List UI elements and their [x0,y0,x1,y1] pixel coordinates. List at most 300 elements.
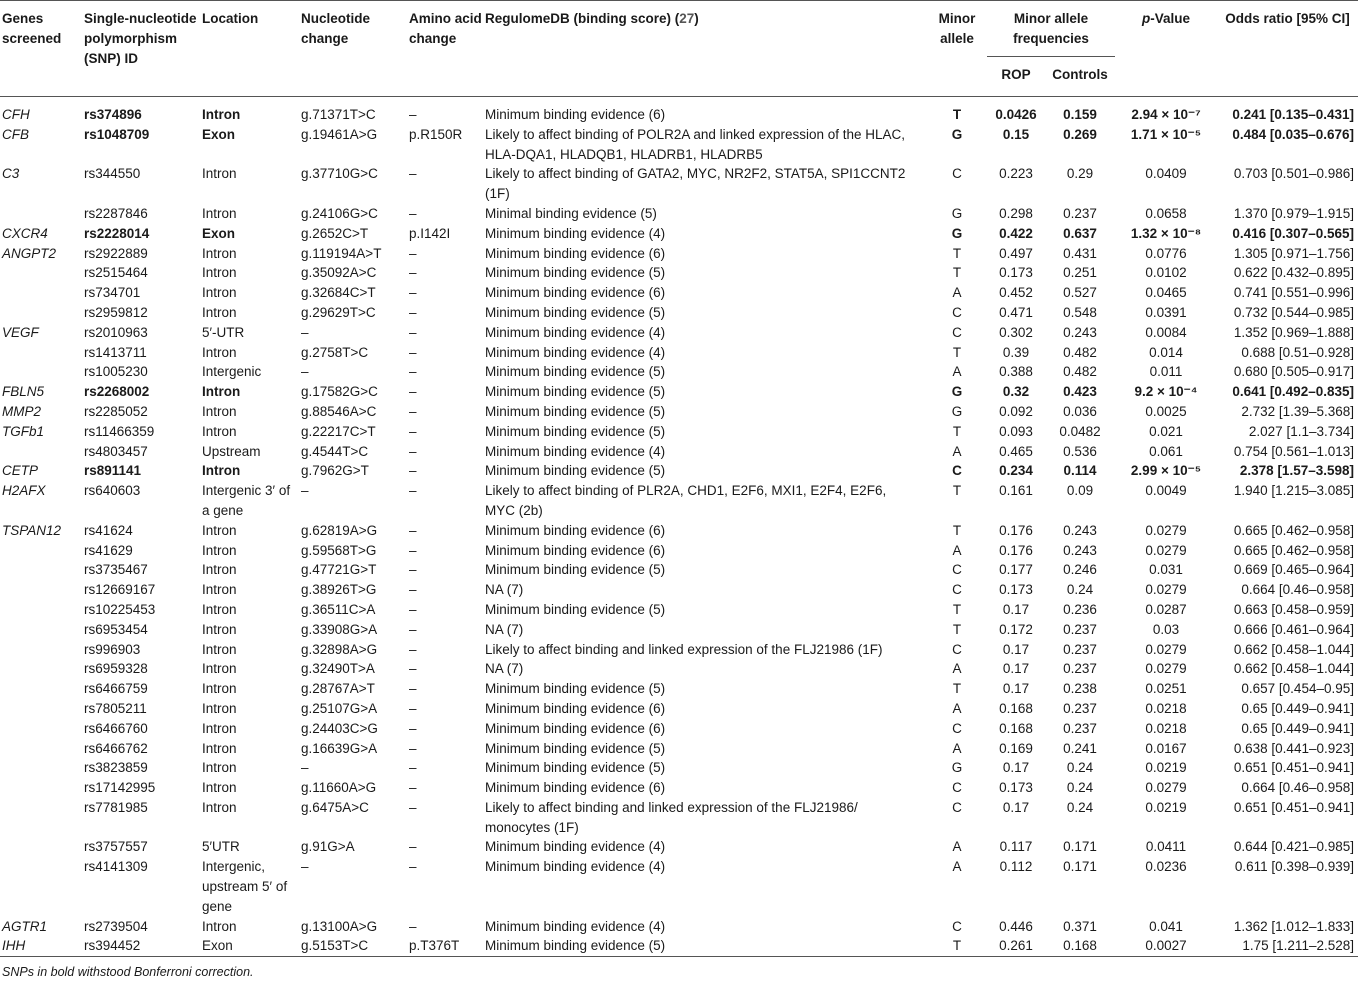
odds-ratio-cell: 0.662 [0.458–1.044] [1233,661,1354,677]
gene-cell: IHH [2,938,26,954]
header-regulomedb [485,1,927,97]
controls-frequency-cell: 0.159 [1063,107,1097,122]
location-cell: Intron [202,661,237,677]
amino-acid-change-cell: – [409,641,417,657]
controls-frequency-cell: 0.243 [1063,522,1097,538]
minor-allele-cell: T [952,245,962,261]
odds-ratio-cell: 0.611 [0.398–0.939] [1234,859,1354,875]
controls-frequency-cell: 0.237 [1063,641,1097,657]
location-cell: 5′-UTR [202,324,245,340]
rop-frequency-cell: 0.161 [999,483,1033,499]
p-value-cell: 0.0025 [1145,403,1187,419]
amino-acid-change-cell: – [409,542,417,558]
controls-frequency-cell: 0.536 [1063,443,1097,459]
gene-cell [0,758,84,778]
amino-acid-change-cell: – [409,681,417,697]
p-value-cell: 0.0776 [1145,245,1187,261]
snp-id-cell: rs2268002 [84,384,150,400]
controls-frequency-cell: 0.237 [1063,700,1097,716]
amino-acid-change-cell: – [409,601,417,617]
nucleotide-change-cell: g.33908G>A [301,621,378,637]
table-row [0,362,1358,382]
location-cell: Intron [202,285,237,301]
snp-id-cell: rs2959812 [84,304,148,320]
snp-id-cell: rs891141 [84,463,142,479]
table-row [0,620,1358,640]
table-row [0,679,1358,699]
amino-acid-change-cell: – [409,107,417,122]
snp-id-cell: rs6466762 [84,740,148,756]
snp-id-cell: rs1413711 [84,344,147,360]
rop-frequency-cell: 0.302 [999,324,1033,340]
regulomedb-cell: Minimum binding evidence (5) [485,740,666,756]
snp-id-cell: rs41629 [84,542,133,558]
table-row [0,263,1358,283]
odds-ratio-cell: 0.666 [0.461–0.964] [1233,621,1354,637]
nucleotide-change-cell: g.59568T>G [301,542,377,558]
p-value-cell: 0.0218 [1145,720,1187,736]
gene-cell: CFB [2,126,29,142]
amino-acid-change-cell: – [409,324,417,340]
snp-id-cell: rs2922889 [84,245,148,261]
rop-frequency-cell: 0.168 [999,700,1033,716]
location-cell: Intron [202,918,237,934]
p-value-cell: 0.021 [1149,423,1183,439]
snp-id-cell: rs1005230 [84,364,148,380]
gene-cell [0,778,84,798]
p-value-cell: 0.0279 [1145,641,1187,657]
amino-acid-change-cell: – [409,364,417,380]
controls-frequency-cell: 0.036 [1063,403,1097,419]
p-value-cell: 0.041 [1149,918,1183,934]
regulomedb-cell: Minimum binding evidence (4) [485,324,666,340]
location-cell: Intron [202,522,237,538]
table-row [0,461,1358,481]
table-row [0,798,1358,838]
snp-id-cell: rs3757557 [84,839,148,855]
odds-ratio-cell: 0.741 [0.551–0.996] [1233,285,1354,301]
table-row [0,857,1358,916]
minor-allele-cell: G [951,205,963,221]
nucleotide-change-cell: g.119194A>T [301,245,382,261]
odds-ratio-cell: 2.732 [1.39–5.368] [1241,403,1354,419]
odds-ratio-cell: 0.416 [0.307–0.565] [1232,225,1354,241]
gene-cell: VEGF [2,324,39,340]
table-row [0,837,1358,857]
gene-cell: TSPAN12 [2,522,62,538]
rop-frequency-cell: 0.173 [999,265,1033,281]
gene-cell [0,560,84,580]
table-row [0,739,1358,759]
rop-frequency-cell: 0.17 [1002,661,1030,677]
controls-frequency-cell: 0.243 [1063,542,1097,558]
gene-cell: CFH [2,107,30,122]
gene-cell [0,620,84,640]
rop-frequency-cell: 0.0426 [995,107,1037,122]
rop-frequency-cell: 0.32 [1002,384,1030,400]
gene-cell [0,343,84,363]
table-row [0,936,1358,956]
rop-frequency-cell: 0.497 [999,245,1033,261]
regulomedb-cell: Minimum binding evidence (6) [485,542,666,558]
controls-frequency-cell: 0.237 [1063,661,1097,677]
location-cell: 5′UTR [202,839,240,855]
table-row [0,224,1358,244]
odds-ratio-cell: 0.665 [0.462–0.958] [1233,522,1354,538]
rop-frequency-cell: 0.15 [1002,126,1030,142]
gene-cell [0,283,84,303]
gene-cell [0,580,84,600]
amino-acid-change-cell: – [409,661,417,677]
minor-allele-cell: T [952,107,962,122]
gene-cell [0,659,84,679]
location-cell: Intron [202,582,237,598]
location-cell: Intron [202,740,237,756]
header-regulomedb-close: ) [694,11,699,26]
amino-acid-change-cell: – [409,918,417,934]
minor-allele-cell: G [951,760,963,776]
controls-frequency-cell: 0.237 [1063,720,1097,736]
snp-id-cell: rs2287846 [84,205,148,221]
nucleotide-change-cell: g.22217C>T [301,423,376,439]
gene-cell [0,739,84,759]
table-row [0,600,1358,620]
controls-frequency-cell: 0.24 [1066,780,1094,796]
controls-frequency-cell: 0.237 [1063,621,1097,637]
amino-acid-change-cell: – [409,304,417,320]
minor-allele-cell: T [952,344,962,360]
gene-cell [0,640,84,660]
controls-frequency-cell: 0.09 [1066,483,1094,499]
p-value-cell: 0.031 [1149,562,1183,578]
table-row [0,917,1358,937]
nucleotide-change-cell: g.7962G>T [301,463,369,479]
amino-acid-change-cell: – [409,285,417,301]
minor-allele-cell: A [952,740,962,756]
location-cell: Intron [202,621,237,637]
nucleotide-change-cell: g.47721G>T [301,562,377,578]
p-value-cell: 0.0027 [1145,938,1187,954]
controls-frequency-cell: 0.246 [1063,562,1097,578]
p-value-cell: 1.71 × 10⁻⁵ [1130,126,1202,142]
controls-frequency-cell: 0.482 [1063,364,1097,380]
gene-cell [0,442,84,462]
rop-frequency-cell: 0.092 [999,403,1033,419]
p-value-cell: 0.0279 [1145,780,1187,796]
header-genes: Genes screened [0,1,84,97]
controls-frequency-cell: 0.548 [1063,304,1097,320]
regulomedb-cell: Minimum binding evidence (5) [485,562,666,578]
table-row [0,244,1358,264]
amino-acid-change-cell: – [409,463,417,479]
location-cell: Intron [202,463,241,479]
controls-frequency-cell: 0.114 [1063,463,1097,479]
amino-acid-change-cell: – [409,859,417,875]
minor-allele-cell: C [952,799,962,815]
amino-acid-change-cell: – [409,344,417,360]
odds-ratio-cell: 0.644 [0.421–0.985] [1233,839,1354,855]
controls-frequency-cell: 0.0482 [1059,423,1101,439]
minor-allele-cell: A [952,661,962,677]
nucleotide-change-cell: – [301,760,309,776]
location-cell: Intron [202,384,241,400]
rop-frequency-cell: 0.117 [999,839,1033,855]
location-cell: Intergenic, upstream 5′ of gene [202,859,288,914]
header-p-italic: p [1141,11,1151,26]
snp-id-cell: rs394452 [84,938,141,954]
snp-id-cell: rs7781985 [84,799,148,815]
p-value-cell: 0.0411 [1145,839,1187,855]
amino-acid-change-cell: p.R150R [409,126,463,142]
odds-ratio-cell: 0.663 [0.458–0.959] [1233,601,1354,617]
location-cell: Exon [202,225,236,241]
header-rop: ROP [987,57,1045,97]
minor-allele-cell: G [951,225,963,241]
amino-acid-change-cell: – [409,780,417,796]
odds-ratio-cell: 0.732 [0.544–0.985] [1233,304,1354,320]
odds-ratio-cell: 0.622 [0.432–0.895] [1233,265,1354,281]
rop-frequency-cell: 0.422 [999,225,1033,241]
regulomedb-cell: Minimum binding evidence (5) [485,384,666,400]
header-snp-id: Single-nucleotide polymorphism (SNP) ID [84,1,202,97]
table-row [0,97,1358,125]
minor-allele-cell: C [952,780,962,796]
regulomedb-cell: Minimum binding evidence (6) [485,245,666,261]
gene-cell: AGTR1 [2,918,48,934]
regulomedb-cell: Minimum binding evidence (5) [485,681,666,697]
odds-ratio-cell: 1.940 [1.215–3.085] [1233,483,1354,499]
table-row [0,164,1358,204]
amino-acid-change-cell: – [409,562,417,578]
minor-allele-cell: C [952,720,962,736]
table-row [0,758,1358,778]
regulomedb-cell: Likely to affect binding of GATA2, MYC, NR2F2, STAT5A, SPI1CCNT2 (1F) [485,166,906,202]
regulomedb-cell: Minimum binding evidence (5) [485,304,666,320]
regulomedb-cell: Minimum binding evidence (5) [485,760,666,776]
p-value-cell: 0.0219 [1145,799,1187,815]
snp-id-cell: rs6466760 [84,720,148,736]
header-nucleotide-change: Nucleotide change [301,1,409,97]
amino-acid-change-cell: – [409,483,417,499]
rop-frequency-cell: 0.223 [999,166,1033,182]
nucleotide-change-cell: g.2758T>C [301,344,369,360]
location-cell: Intron [202,403,237,419]
p-value-cell: 0.061 [1149,443,1183,459]
odds-ratio-cell: 0.484 [0.035–0.676] [1232,126,1354,142]
table-row [0,303,1358,323]
regulomedb-cell: Minimum binding evidence (6) [485,522,666,538]
nucleotide-change-cell: g.35092A>C [301,265,377,281]
snp-id-cell: rs4803457 [84,443,148,459]
gene-cell [0,699,84,719]
amino-acid-change-cell: – [409,423,417,439]
controls-frequency-cell: 0.637 [1063,225,1097,241]
odds-ratio-cell: 0.65 [0.449–0.941] [1241,720,1354,736]
nucleotide-change-cell: g.62819A>G [301,522,378,538]
nucleotide-change-cell: – [301,324,309,340]
odds-ratio-cell: 2.027 [1.1–3.734] [1248,423,1354,439]
table-footnote: SNPs in bold withstood Bonferroni correction. [0,957,1358,983]
table-row [0,521,1358,541]
nucleotide-change-cell: g.13100A>G [301,918,378,934]
snp-id-cell: rs3823859 [84,760,148,776]
header-amino-acid-change: Amino acid change [409,1,485,97]
minor-allele-cell: T [952,601,962,617]
header-minor-allele: Minor allele [927,1,987,97]
amino-acid-change-cell: – [409,245,417,261]
minor-allele-cell: T [952,265,962,281]
location-cell: Intron [202,780,237,796]
location-cell: Intron [202,562,237,578]
regulomedb-cell: NA (7) [485,582,524,598]
rop-frequency-cell: 0.173 [999,780,1033,796]
regulomedb-cell: Minimum binding evidence (5) [485,403,666,419]
controls-frequency-cell: 0.243 [1063,324,1097,340]
odds-ratio-cell: 0.665 [0.462–0.958] [1233,542,1354,558]
gene-cell: FBLN5 [2,384,45,400]
p-value-cell: 0.0084 [1145,324,1187,340]
odds-ratio-cell: 1.352 [0.969–1.888] [1233,324,1354,340]
header-minor-allele-frequencies: Minor allele frequencies [987,1,1115,57]
amino-acid-change-cell: p.I142I [409,225,451,241]
snp-id-cell: rs2739504 [84,918,148,934]
minor-allele-cell: T [952,483,962,499]
odds-ratio-cell: 0.662 [0.458–1.044] [1233,641,1354,657]
odds-ratio-cell: 1.370 [0.979–1.915] [1233,205,1354,221]
table-row [0,719,1358,739]
nucleotide-change-cell: g.24106G>C [301,205,378,221]
odds-ratio-cell: 0.651 [0.451–0.941] [1233,799,1354,815]
amino-acid-change-cell: – [409,839,417,855]
snp-id-cell: rs2010963 [84,324,148,340]
location-cell: Exon [202,938,233,954]
nucleotide-change-cell: g.19461A>G [301,126,378,142]
odds-ratio-cell: 0.65 [0.449–0.941] [1241,700,1354,716]
nucleotide-change-cell: g.32898A>G [301,641,378,657]
regulomedb-cell: Minimum binding evidence (4) [485,225,666,241]
minor-allele-cell: A [952,700,962,716]
table-row [0,699,1358,719]
p-value-cell: 0.0049 [1145,483,1187,499]
location-cell: Intron [202,423,237,439]
odds-ratio-cell: 0.703 [0.501–0.986] [1233,166,1354,182]
amino-acid-change-cell: – [409,720,417,736]
regulomedb-cell: Minimal binding evidence (5) [485,205,657,221]
regulomedb-cell: Minimum binding evidence (6) [485,720,666,736]
reference-link[interactable]: 27 [679,11,695,26]
location-cell: Intron [202,542,237,558]
gene-cell [0,600,84,620]
regulomedb-cell: Minimum binding evidence (4) [485,859,666,875]
snp-id-cell: rs41624 [84,522,133,538]
odds-ratio-cell: 1.75 [1.211–2.528] [1242,938,1354,954]
odds-ratio-cell: 0.241 [0.135–0.431] [1232,107,1354,122]
snp-id-cell: rs2515464 [84,265,148,281]
nucleotide-change-cell: g.4544T>C [301,443,369,459]
location-cell: Intron [202,205,237,221]
rop-frequency-cell: 0.471 [999,304,1033,320]
rop-frequency-cell: 0.173 [999,582,1033,598]
table-row [0,580,1358,600]
table-header [0,1,1358,97]
controls-frequency-cell: 0.24 [1066,760,1094,776]
p-value-cell: 2.94 × 10⁻⁷ [1131,107,1201,122]
minor-allele-cell: C [952,918,962,934]
odds-ratio-cell: 0.688 [0.51–0.928] [1241,344,1354,360]
gene-cell [0,204,84,224]
regulomedb-cell: Minimum binding evidence (5) [485,364,666,380]
snp-id-cell: rs6466759 [84,681,148,697]
gene-cell: C3 [2,166,20,182]
regulomedb-cell: Minimum binding evidence (4) [485,443,666,459]
nucleotide-change-cell: g.5153T>C [301,938,369,954]
p-value-cell: 0.0279 [1145,661,1187,677]
regulomedb-cell: Minimum binding evidence (4) [485,918,666,934]
odds-ratio-cell: 0.657 [0.454–0.95] [1241,681,1354,697]
location-cell: Intron [202,681,237,697]
minor-allele-cell: C [952,641,962,657]
rop-frequency-cell: 0.17 [1002,760,1030,776]
table-row [0,442,1358,462]
nucleotide-change-cell: g.6475A>C [301,799,369,815]
p-value-cell: 0.0409 [1145,166,1187,182]
location-cell: Intron [202,641,237,657]
odds-ratio-cell: 0.641 [0.492–0.835] [1232,384,1354,400]
snp-id-cell: rs374896 [84,107,142,122]
snp-id-cell: rs7805211 [84,700,147,716]
regulomedb-cell: Minimum binding evidence (5) [485,463,666,479]
odds-ratio-cell: 0.664 [0.46–0.958] [1241,780,1354,796]
nucleotide-change-cell: – [301,859,309,875]
nucleotide-change-cell: g.38926T>G [301,582,377,598]
controls-frequency-cell: 0.237 [1063,205,1097,221]
rop-frequency-cell: 0.17 [1002,641,1030,657]
nucleotide-change-cell: g.29629T>C [301,304,376,320]
table-row [0,323,1358,343]
odds-ratio-cell: 0.669 [0.465–0.964] [1233,562,1354,578]
rop-frequency-cell: 0.298 [999,205,1033,221]
minor-allele-cell: T [952,681,962,697]
header-p-rest: -Value [1150,11,1191,26]
rop-frequency-cell: 0.452 [999,285,1033,301]
minor-allele-cell: C [952,562,962,578]
regulomedb-cell: Likely to affect binding of PLR2A, CHD1, E2F6, MXI1, E2F4, E2F6, MYC (2b) [485,483,887,518]
controls-frequency-cell: 0.482 [1063,344,1097,360]
regulomedb-cell: Minimum binding evidence (6) [485,700,666,716]
regulomedb-cell: Minimum binding evidence (6) [485,780,666,796]
nucleotide-change-cell: g.2652C>T [301,225,369,241]
snp-id-cell: rs10225453 [84,601,156,617]
nucleotide-change-cell: g.71371T>C [301,107,376,122]
gene-cell: ANGPT2 [2,245,57,261]
odds-ratio-cell: 0.664 [0.46–0.958] [1241,582,1354,598]
location-cell: Intron [202,700,237,716]
minor-allele-cell: A [952,839,962,855]
controls-frequency-cell: 0.24 [1066,799,1094,815]
odds-ratio-cell: 0.651 [0.451–0.941] [1233,760,1354,776]
rop-frequency-cell: 0.39 [1002,344,1030,360]
p-value-cell: 0.0391 [1145,304,1187,320]
nucleotide-change-cell: g.32684C>T [301,285,376,301]
regulomedb-cell: Likely to affect binding and linked expression of the FLJ21986/ monocytes (1F) [485,799,858,835]
table-row [0,560,1358,580]
minor-allele-cell: G [951,403,963,419]
location-cell: Intron [202,720,237,736]
amino-acid-change-cell: – [409,522,417,538]
table-row [0,659,1358,679]
gene-cell [0,541,84,561]
amino-acid-change-cell: – [409,740,417,756]
